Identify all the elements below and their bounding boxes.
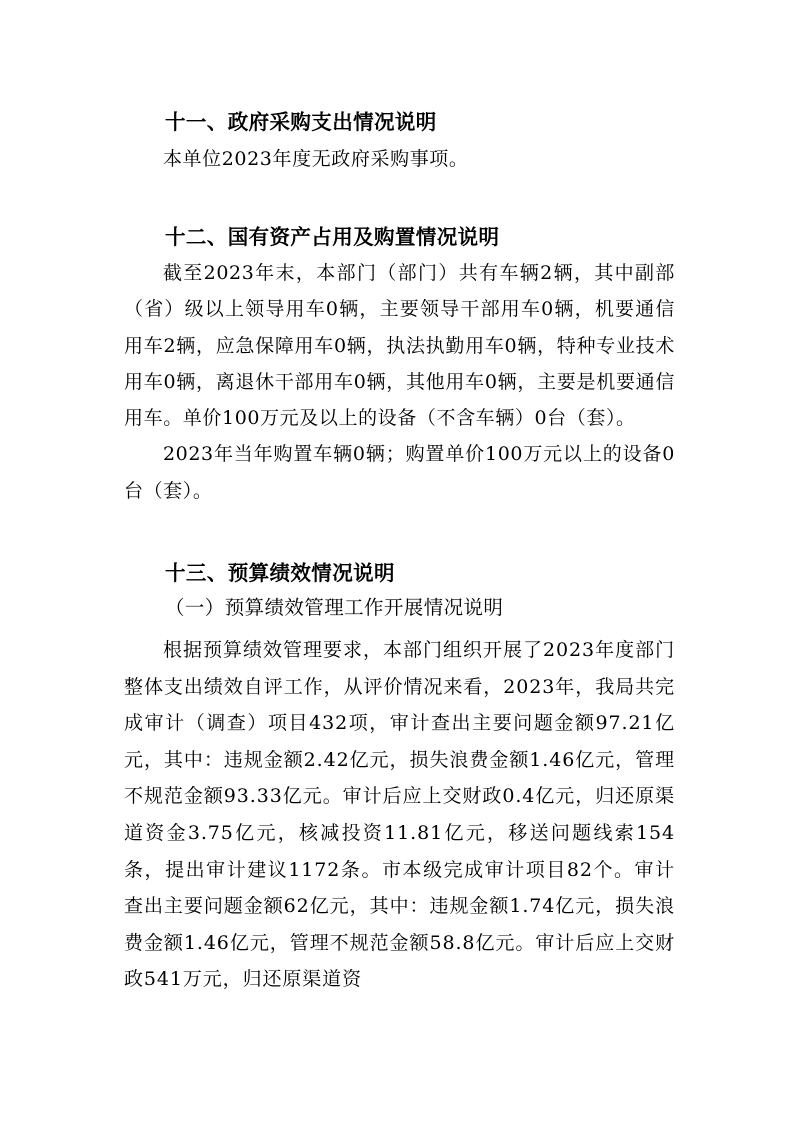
- section-13: [124, 555, 675, 998]
- section-12-paragraph-2: 2023年当年购置车辆0辆；购置单价100万元以上的设备0台（套）。: [124, 443, 675, 502]
- section-12-paragraph-1: 截至2023年末，本部门（部门）共有车辆2辆，其中副部（省）级以上领导用车0辆，主要领导干部用车0辆，机要通信用车2辆，应急保障用车0辆，执法执勤用车0辆，特种专业技术用车0辆，离退休干部用车0辆，其他用车0辆，主要是机要通信用车。单价100万元及以上的设备（不含车辆）0台（套）。: [124, 262, 675, 430]
- section-12-title: 十二、国有资产占用及购置情况说明: [165, 225, 500, 249]
- section-12: [124, 219, 675, 509]
- section-13-title: 十三、预算绩效情况说明: [165, 561, 395, 585]
- section-13-paragraph-1: 根据预算绩效管理要求，本部门组织开展了2023年度部门整体支出绩效自评工作，从评价情况来看，2023年，我局共完成审计（调查）项目432项，审计查出主要问题金额97.21亿元，其中：违规金额2.42亿元，损失浪费金额1.46亿元，管理不规范金额93.33亿元。审计后应上交财政0.4亿元，归还原渠道资金3.75亿元，核减投资11.81亿元，移送问题线索154条，提出审计建议1172条。市本级完成审计项目82个。审计查出主要问题金额62亿元，其中：违规金额1.74亿元，损失浪费金额1.46亿元，管理不规范金额58.8亿元。审计后应上交财政541万元，归还原渠道资: [124, 639, 675, 991]
- section-11-title: 十一、政府采购支出情况说明: [165, 110, 437, 134]
- section-11-paragraph: 本单位2023年度无政府采购事项。: [162, 148, 469, 170]
- section-13-subtitle-1: （一）预算绩效管理工作开展情况说明: [165, 596, 504, 619]
- section-11: [124, 104, 675, 177]
